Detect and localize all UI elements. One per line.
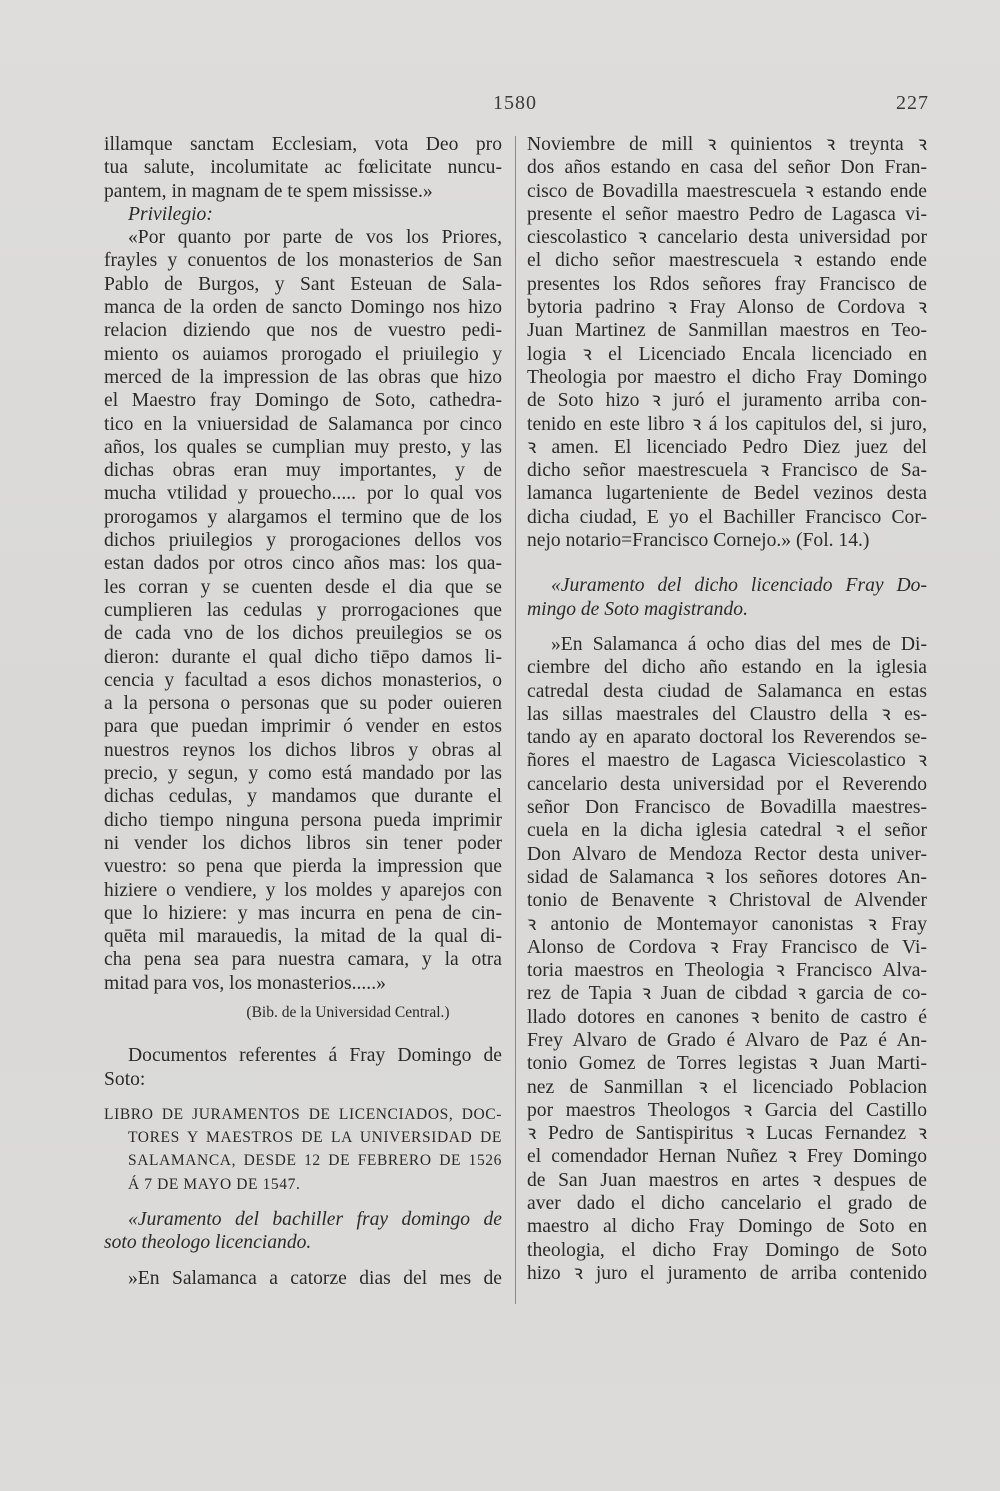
text-line: ciescolastico ꝛ cancelario desta universidad por: [527, 227, 927, 249]
text-line: dichos priuilegios y prorogaciones dellos vos: [104, 530, 502, 552]
text-line: cancelario desta universidad por el Reverendo: [527, 773, 927, 795]
text-line: Privilegio:: [128, 203, 213, 225]
text-line: nejo notario=Francisco Cornejo.» (Fol. 14.): [527, 530, 870, 552]
text-line: señor Don Francisco de Bovadilla maestres-: [527, 797, 927, 819]
text-line: cisco de Bovadilla maestrescuela ꝛ estando ende: [527, 180, 927, 202]
text-line: tonio de Benavente ꝛ Christoval de Alvender: [527, 890, 927, 912]
text-line: ꝛ Pedro de Santispiritus ꝛ Lucas Fernandez ꝛ: [527, 1123, 927, 1145]
text-line: illamque sanctam Ecclesiam, vota Deo pro: [104, 134, 502, 155]
text-line: el Maestro fray Domingo de Soto, cathedra-: [104, 390, 502, 412]
column-divider: [515, 136, 516, 1304]
text-line: aver dado el dicho cancelario el grado de: [527, 1193, 927, 1215]
text-line: las sillas maestrales del Claustro della ꝛ es-: [527, 703, 927, 725]
text-line: mingo de Soto magistrando.: [527, 598, 748, 620]
text-line: »En Salamanca á ocho dias del mes de Di-: [551, 633, 927, 655]
page-number: 227: [896, 92, 929, 114]
text-line: mucha vtilidad y prouecho..... por lo qual vos: [104, 483, 502, 505]
privilege-text: [104, 133, 502, 995]
text-line: Pablo de Burgos, y Sant Esteuan de Sala-: [104, 273, 502, 295]
running-head-year: 1580: [493, 92, 537, 114]
text-line: les corran y se cuenten desde el dia que se: [104, 576, 502, 598]
text-line: Noviembre de mill ꝛ quinientos ꝛ treynta ꝛ: [527, 134, 927, 155]
text-line: prorogamos y alargamos el termino que de los: [104, 506, 502, 528]
oath-bachiller-heading: [104, 1208, 502, 1255]
text-line: estan dados por otros cinco años mas: los qua-: [104, 553, 502, 575]
oath-magistrando-heading: [527, 574, 927, 621]
text-line: dicho tiempo ninguna persona pueda imprimir: [104, 809, 502, 831]
text-line: ꝛ amen. El licenciado Pedro Diez juez del: [527, 436, 927, 458]
text-line: «Juramento del dicho licenciado Fray Do-: [551, 575, 927, 597]
text-line: llado dotores en canones ꝛ benito de castro é: [527, 1006, 927, 1028]
text-line: el comendador Hernan Nuñez ꝛ Frey Domingo: [527, 1146, 927, 1168]
text-line: años, los quales se cumplian muy presto, y las: [104, 436, 502, 458]
text-line: maestro al dicho Fray Domingo de Soto en: [527, 1216, 927, 1238]
text-line: theologia, el dicho Fray Domingo de Soto: [527, 1239, 927, 1261]
text-line: frayles y conuentos de los monasterios de San: [104, 250, 502, 272]
text-line: »En Salamanca a catorze dias del mes de: [128, 1267, 502, 1289]
text-line: dichas obras eran muy importantes, y de: [104, 460, 502, 482]
text-line: ciembre del dicho año estando en la iglesia: [527, 657, 927, 679]
text-line: SALAMANCA, DESDE 12 DE FEBRERO DE 1526: [128, 1152, 502, 1170]
text-line: vuestro: so pena que pierda la impression que: [104, 856, 502, 878]
text-line: rez de Tapia ꝛ Juan de cibdad ꝛ garcia de co-: [527, 983, 927, 1005]
text-line: Soto:: [104, 1068, 146, 1090]
text-line: ni vender los dichos libros sin tener poder: [104, 832, 502, 854]
text-line: «Juramento del bachiller fray domingo de: [128, 1209, 502, 1231]
text-line: dieron: durante el qual dicho tiēpo damos li-: [104, 646, 502, 668]
oath-bachiller-text-continued: [527, 133, 927, 552]
book-title: [104, 1103, 502, 1196]
text-line: cha pena sea para nuestra camara, y la otra: [104, 949, 502, 971]
text-line: Documentos referentes á Fray Domingo de: [128, 1045, 502, 1067]
text-line: Juan Martinez de Sanmillan maestros en Teo-: [527, 320, 927, 342]
left-column: [104, 133, 502, 1290]
text-line: catredal desta ciudad de Salamanca en estas: [527, 680, 927, 702]
text-line: mitad para vos, los monasterios.....»: [104, 972, 386, 994]
text-line: nuestros reynos los dichos libros y obras al: [104, 739, 502, 761]
text-line: dicho señor maestrescuela ꝛ Francisco de Sa-: [527, 460, 927, 482]
library-citation: (Bib. de la Universidad Central.): [246, 1003, 450, 1021]
text-line: ꝛ antonio de Montemayor canonistas ꝛ Fray: [527, 913, 927, 935]
text-line: bytoria padrino ꝛ Fray Alonso de Cordova ꝛ: [527, 297, 927, 319]
text-line: tando ay en aparato doctoral los Reverendos se-: [527, 727, 927, 749]
documents-heading: [104, 1044, 502, 1091]
oath-magistrando-text: [527, 633, 927, 1285]
text-line: Theologia por maestro el dicho Fray Domingo: [527, 366, 927, 388]
oath-bachiller-text-start: [104, 1267, 502, 1290]
text-line: de cada vno de los dichos preuilegios se os: [104, 623, 502, 645]
text-line: precio, y segun, y como está mandado por las: [104, 763, 502, 785]
text-line: quēta mil marauedis, la mitad de la qual di-: [104, 926, 502, 948]
text-line: por maestros Theologos ꝛ Garcia del Castillo: [527, 1099, 927, 1121]
text-line: el dicho señor maestrescuela ꝛ estando ende: [527, 250, 927, 272]
text-line: relacion diziendo que nos de vuestro pedi-: [104, 320, 502, 342]
text-line: merced de la impression de las obras que hizo: [104, 366, 502, 388]
text-line: dos años estando en casa del señor Don Fran-: [527, 157, 927, 179]
text-line: lamanca lugarteniente de Bedel vezinos desta: [527, 483, 927, 505]
text-line: «Por quanto por parte de vos los Priores,: [128, 227, 502, 249]
text-line: sidad de Salamanca ꝛ los señores dotores An-: [527, 866, 927, 888]
text-line: tenido en este libro ꝛ á los capitulos del, si juro,: [527, 413, 927, 435]
text-line: manca de la orden de sancto Domingo nos hizo: [104, 297, 502, 319]
text-line: presentes los Rdos señores fray Francisco de: [527, 273, 927, 295]
text-line: Frey Alvaro de Grado é Alvaro de Paz é An-: [527, 1029, 927, 1051]
text-line: tua salute, incolumitate ac fœlicitate nuncu-: [104, 157, 502, 179]
text-line: de Soto hizo ꝛ juró el juramento arriba con-: [527, 390, 927, 412]
text-line: a la persona o personas que su poder ouieren: [104, 693, 502, 715]
text-line: hiziere o vendiere, y los moldes y aparejos con: [104, 879, 502, 901]
text-line: Alonso de Cordova ꝛ Fray Francisco de Vi-: [527, 936, 927, 958]
text-line: logia ꝛ el Licenciado Encala licenciado en: [527, 343, 927, 365]
text-line: LIBRO DE JURAMENTOS DE LICENCIADOS, DOC-: [104, 1105, 502, 1123]
text-line: dichas cedulas, y mandamos que durante el: [104, 786, 502, 808]
text-line: cuela en la dicha iglesia catedral ꝛ el señor: [527, 820, 927, 842]
text-line: hizo ꝛ juro el juramento de arriba contenido: [527, 1262, 927, 1284]
text-line: TORES Y MAESTROS DE LA UNIVERSIDAD DE: [128, 1129, 502, 1147]
text-line: ñores el maestro de Lagasca Viciescolastico ꝛ: [527, 750, 927, 772]
text-line: para que puedan imprimir ó vender en estos: [104, 716, 502, 738]
text-line: miento os auiamos prorogado el priuilegio y: [104, 343, 502, 365]
right-column: [527, 133, 927, 1285]
text-line: tonio Gomez de Torres legistas ꝛ Juan Marti-: [527, 1053, 927, 1075]
text-line: dicha ciudad, E yo el Bachiller Francisco Cor-: [527, 506, 927, 528]
text-line: Don Alvaro de Mendoza Rector desta univer-: [527, 843, 927, 865]
text-line: que lo hiziere: y mas incurra en pena de cin-: [104, 902, 502, 924]
text-line: Á 7 DE MAYO DE 1547.: [128, 1175, 301, 1193]
text-line: cumplieren las cedulas y prorrogaciones que: [104, 599, 502, 621]
text-line: pantem, in magnam de te spem mississe.»: [104, 180, 433, 202]
text-line: cencia y facultad a esos dichos monasterios, o: [104, 669, 502, 691]
text-line: de San Juan maestros en artes ꝛ despues de: [527, 1169, 927, 1191]
text-line: presente el señor maestro Pedro de Lagasca vi-: [527, 203, 927, 225]
text-line: tico en la vniuersidad de Salamanca por cinco: [104, 413, 502, 435]
text-line: toria maestros en Theologia ꝛ Francisco Alva-: [527, 960, 927, 982]
text-line: soto theologo licenciando.: [104, 1232, 312, 1254]
text-line: nez de Sanmillan ꝛ el licenciado Poblacion: [527, 1076, 927, 1098]
